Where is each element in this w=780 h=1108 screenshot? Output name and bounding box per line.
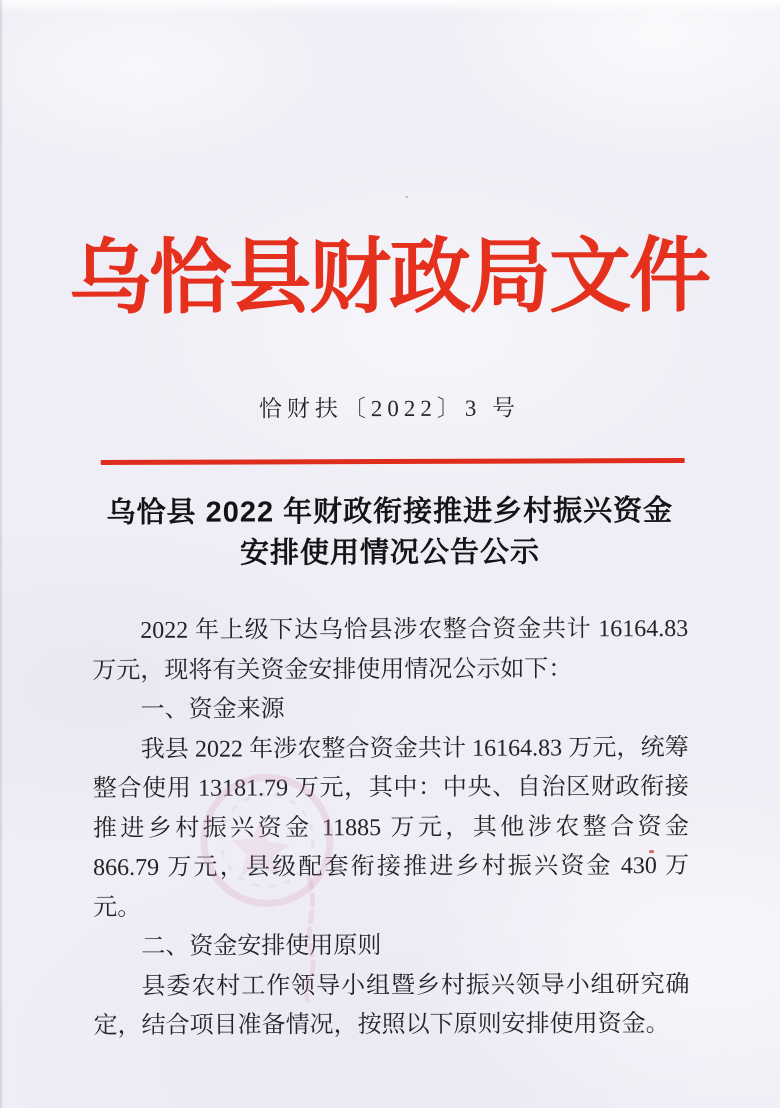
paragraph-intro: 2022 年上级下达乌恰县涉农整合资金共计 16164.83 万元，现将有关资金安排使用情况公示如下： xyxy=(92,615,689,684)
letterhead-title: 乌恰县财政局文件 xyxy=(68,230,710,325)
paragraph-usage-principles: 县委农村工作领导小组暨乡村振兴领导小组研究确定，结合项目准备情况，按照以下原则安排使用资金。 xyxy=(93,971,690,1040)
document-body xyxy=(92,610,690,1047)
red-divider-line xyxy=(101,458,685,465)
document-title xyxy=(60,491,720,575)
document-number: 恰财扶〔2022〕3 号 xyxy=(258,395,521,422)
scan-speck xyxy=(406,196,408,198)
section-heading-usage-principles: 二、资金安排使用原则 xyxy=(141,933,382,960)
paragraph-funding-source: 我县 2022 年涉农整合资金共计 16164.83 万元，统筹整合使用 13181.79 万元，其中：中央、自治区财政衔接推进乡村振兴资金 11885 万元，其他涉农整合资金 866.79 万元，县级配套衔接推进乡村振兴资金 430 万元。 xyxy=(92,734,690,921)
scan-speck xyxy=(649,850,654,853)
section-heading-funding-source: 一、资金来源 xyxy=(140,696,285,723)
document-title-line1: 乌恰县 2022 年财政衔接推进乡村振兴资金 xyxy=(106,495,674,529)
document-title-line2: 安排使用情况公告公示 xyxy=(239,536,541,570)
